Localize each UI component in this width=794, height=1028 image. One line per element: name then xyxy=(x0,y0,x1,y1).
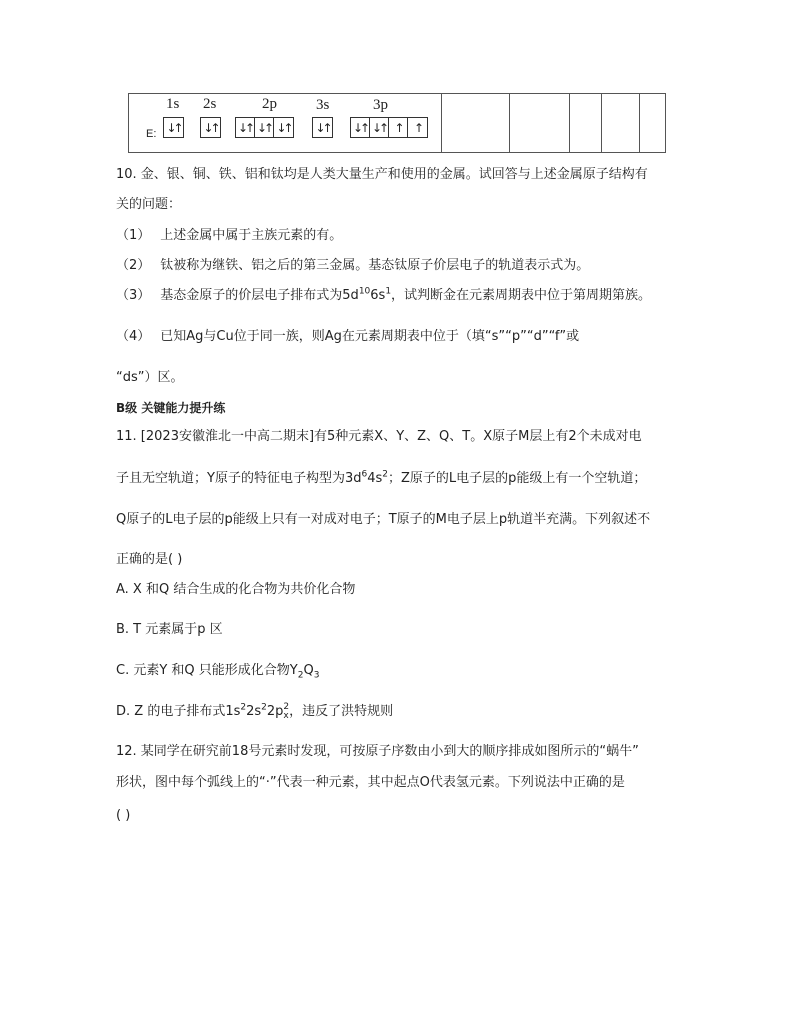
q10-part3-text-b: 6s xyxy=(370,288,386,303)
electron-pair: ↓↑ xyxy=(315,120,330,135)
q11-line3: Q原子的L电子层的p能级上只有一对成对电子；T原子的M电子层上p轨道半充满。下列叙述不 xyxy=(116,512,651,527)
table-divider xyxy=(601,94,602,152)
q10-part2 xyxy=(116,254,589,273)
q10-part3 xyxy=(116,284,651,303)
q12-line1: 12. 某同学在研究前18号元素时发现，可按原子序数由小到大的顺序排成如图所示的“蜗牛” xyxy=(116,744,639,759)
q10-part3-text-a: 基态金原子的价层电子排布式为5d xyxy=(160,288,359,303)
q11-option-c xyxy=(116,659,319,681)
electron-pair: ↓↑ xyxy=(236,118,255,137)
energy-label: E: xyxy=(146,128,157,140)
q11-option-b: B. T 元素属于p 区 xyxy=(116,622,223,637)
q11-option-d-sup1: 2 xyxy=(240,702,247,713)
q11-option-d-sub: x xyxy=(283,710,289,721)
orbital-label-1s: 1s xyxy=(166,96,180,112)
q11-option-a: A. X 和Q 结合生成的化合物为共价化合物 xyxy=(116,582,356,597)
q11-option-d-sup3: 2 xyxy=(283,701,290,712)
orbital-label-2s: 2s xyxy=(203,96,217,112)
orbital-box-1s xyxy=(163,117,184,138)
orbital-label-3s: 3s xyxy=(316,97,330,113)
q11-option-d-text-c: 2p xyxy=(266,704,284,719)
q10-part2-number: （2） xyxy=(116,258,151,273)
q10-part1 xyxy=(116,224,342,243)
electron-pair: ↓↑ xyxy=(370,118,389,137)
q11-line2-text-b: 4s xyxy=(367,471,383,486)
q10-part4-text: 已知Ag与Cu位于同一族，则Ag在元素周期表中位于（填“s”“p”“d”“f”或 xyxy=(160,329,580,344)
electron-pair: ↓↑ xyxy=(166,120,181,135)
q11-option-d-text-a: D. Z 的电子排布式1s xyxy=(116,704,241,719)
q11-option-d-text-d: ，违反了洪特规则 xyxy=(289,704,394,719)
orbital-label-3p: 3p xyxy=(373,97,388,113)
q11-line2-text-c: ；Z原子的L电子层的p能级上有一个空轨道； xyxy=(387,471,647,486)
q10-part1-number: （1） xyxy=(116,228,151,243)
q11-line4: 正确的是( ) xyxy=(116,552,183,567)
table-divider xyxy=(509,94,510,152)
q11-option-c-sub2: 3 xyxy=(313,670,320,681)
q10-part3-sup1: 10 xyxy=(358,286,371,297)
q10-stem-line2: 关的问题： xyxy=(116,197,182,212)
q11-option-c-text-a: C. 元素Y 和Q 只能形成化合物Y xyxy=(116,663,298,678)
electron-single: ↑ xyxy=(389,118,408,137)
q11-option-d-text-b: 2s xyxy=(246,704,262,719)
q12-line3: ( ) xyxy=(116,808,131,823)
q10-part4-number: （4） xyxy=(116,329,151,344)
q10-part3-text-c: ，试判断金在元素周期表中位于第周期第族。 xyxy=(391,288,652,303)
orbital-box-2s xyxy=(200,117,221,138)
q11-option-c-sub1: 2 xyxy=(297,670,304,681)
orbital-label-2p: 2p xyxy=(262,96,277,112)
orbital-box-2p xyxy=(235,117,294,138)
q11-line1: 11. [2023安徽淮北一中高二期末]有5种元素X、Y、Z、Q、T。X原子M层上有2个未成对电 xyxy=(116,429,642,444)
q11-line2-sup2: 2 xyxy=(382,469,388,480)
q11-line2-sup1: 6 xyxy=(361,469,368,480)
electron-pair: ↓↑ xyxy=(203,120,218,135)
q11-option-d xyxy=(116,700,393,721)
q11-line2 xyxy=(116,467,646,486)
table-divider xyxy=(441,94,442,152)
electron-pair: ↓↑ xyxy=(255,118,274,137)
table-divider xyxy=(639,94,640,152)
q11-option-d-sup2: 2 xyxy=(261,702,267,713)
orbital-box-3s xyxy=(312,117,333,138)
orbital-box-3p xyxy=(350,117,428,138)
q10-part4 xyxy=(116,325,579,344)
section-heading: B级 关键能力提升练 xyxy=(116,401,226,415)
table-divider xyxy=(569,94,570,152)
q10-part2-text: 钛被称为继铁、铝之后的第三金属。基态钛原子价层电子的轨道表示式为。 xyxy=(160,258,590,273)
electron-pair: ↓↑ xyxy=(276,120,291,135)
q11-line2-text-a: 子且无空轨道；Y原子的特征电子构型为3d xyxy=(116,471,362,486)
q10-part3-number: （3） xyxy=(116,288,151,303)
q12-line2: 形状，图中每个弧线上的“·”代表一种元素，其中起点O代表氢元素。下列说法中正确的是 xyxy=(116,775,625,790)
q10-part4-continued: “ds”）区。 xyxy=(116,370,184,385)
q10-stem-line1: 10. 金、银、铜、铁、铝和钛均是人类大量生产和使用的金属。试回答与上述金属原子结构有 xyxy=(116,167,648,182)
q10-part3-sup2: 1 xyxy=(385,286,392,297)
electron-single: ↑ xyxy=(413,120,422,135)
q10-part1-text: 上述金属中属于主族元素的有。 xyxy=(160,228,343,243)
q11-option-c-text-b: Q xyxy=(303,663,314,678)
electron-pair: ↓↑ xyxy=(351,118,370,137)
